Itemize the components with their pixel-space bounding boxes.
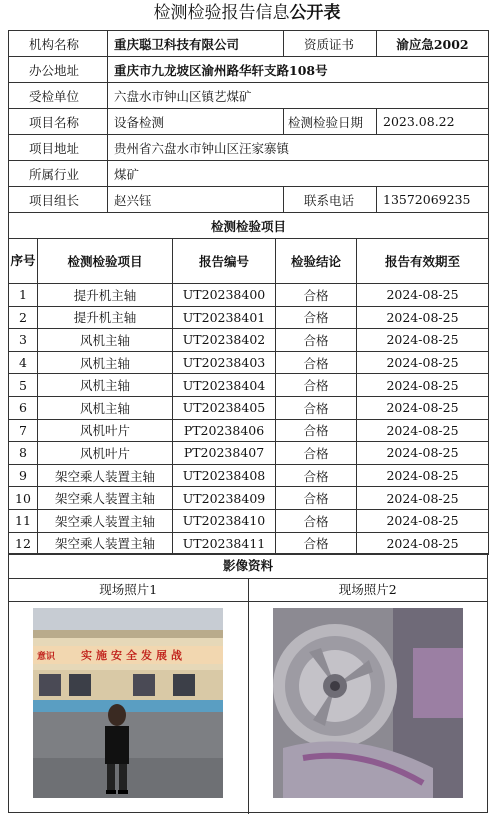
items-section-title: 检测检验项目 bbox=[9, 213, 489, 239]
table-row bbox=[9, 351, 489, 374]
table-row bbox=[9, 374, 489, 397]
table-row bbox=[9, 306, 489, 329]
cell-valid: 2024-08-25 bbox=[357, 442, 489, 465]
org-value: 重庆聪卫科技有限公司 bbox=[108, 31, 284, 57]
client-label: 受检单位 bbox=[9, 83, 108, 109]
table-row bbox=[9, 442, 489, 465]
cell-valid: 2024-08-25 bbox=[357, 351, 489, 374]
cell-seq: 5 bbox=[9, 374, 38, 397]
cell-result: 合格 bbox=[276, 306, 357, 329]
cell-item: 风机主轴 bbox=[38, 351, 173, 374]
cell-valid: 2024-08-25 bbox=[357, 306, 489, 329]
info-row-office bbox=[9, 57, 489, 83]
cell-report: UT20238411 bbox=[173, 532, 276, 555]
address-value: 贵州省六盘水市钟山区汪家寨镇 bbox=[108, 135, 489, 161]
cell-report: UT20238400 bbox=[173, 284, 276, 307]
title-normal: 检测检验报告信息 bbox=[153, 3, 290, 23]
cell-item: 风机叶片 bbox=[38, 442, 173, 465]
photo-row bbox=[9, 602, 487, 814]
cell-report: UT20238401 bbox=[173, 306, 276, 329]
leader-value: 赵兴钰 bbox=[108, 187, 284, 213]
items-body bbox=[9, 284, 489, 555]
cell-report: UT20238405 bbox=[173, 396, 276, 419]
site-photo-1 bbox=[33, 608, 223, 798]
project-label: 项目名称 bbox=[9, 109, 108, 135]
banner-left: 意识 bbox=[37, 652, 56, 662]
phone-label: 联系电话 bbox=[284, 187, 377, 213]
table-row bbox=[9, 487, 489, 510]
site-photo-2 bbox=[273, 608, 463, 798]
photo1-caption: 现场照片1 bbox=[9, 579, 249, 601]
header-result: 检验结论 bbox=[276, 239, 357, 284]
cert-label: 资质证书 bbox=[284, 31, 377, 57]
photo-section bbox=[8, 553, 488, 813]
cell-valid: 2024-08-25 bbox=[357, 532, 489, 555]
date-value: 2023.08.22 bbox=[377, 109, 489, 135]
photo2-caption: 现场照片2 bbox=[338, 582, 397, 597]
table-row bbox=[9, 329, 489, 352]
cell-valid: 2024-08-25 bbox=[357, 284, 489, 307]
cell-report: UT20238409 bbox=[173, 487, 276, 510]
cell-seq: 2 bbox=[9, 306, 38, 329]
cell-valid: 2024-08-25 bbox=[357, 509, 489, 532]
date-label: 检测检验日期 bbox=[284, 109, 377, 135]
cell-seq: 8 bbox=[9, 442, 38, 465]
cell-valid: 2024-08-25 bbox=[357, 464, 489, 487]
info-row-address bbox=[9, 135, 489, 161]
table-row bbox=[9, 284, 489, 307]
project-value: 设备检测 bbox=[108, 109, 284, 135]
cell-report: UT20238403 bbox=[173, 351, 276, 374]
cell-seq: 11 bbox=[9, 509, 38, 532]
cell-item: 风机主轴 bbox=[38, 396, 173, 419]
info-row-client bbox=[9, 83, 489, 109]
phone-value: 13572069235 bbox=[377, 187, 489, 213]
cell-result: 合格 bbox=[276, 487, 357, 510]
photo2-cell bbox=[249, 602, 488, 814]
cell-seq: 1 bbox=[9, 284, 38, 307]
items-section-row bbox=[9, 213, 489, 239]
cell-item: 架空乘人装置主轴 bbox=[38, 509, 173, 532]
info-row-industry bbox=[9, 161, 489, 187]
client-value: 六盘水市钟山区镇艺煤矿 bbox=[108, 83, 489, 109]
info-row-org bbox=[9, 31, 489, 57]
industry-value: 煤矿 bbox=[108, 161, 489, 187]
cell-item: 架空乘人装置主轴 bbox=[38, 464, 173, 487]
cell-result: 合格 bbox=[276, 442, 357, 465]
cell-seq: 10 bbox=[9, 487, 38, 510]
office-label: 办公地址 bbox=[9, 57, 108, 83]
cell-result: 合格 bbox=[276, 532, 357, 555]
cell-item: 提升机主轴 bbox=[38, 306, 173, 329]
industry-label: 所属行业 bbox=[9, 161, 108, 187]
cell-item: 风机主轴 bbox=[38, 329, 173, 352]
cell-valid: 2024-08-25 bbox=[357, 419, 489, 442]
table-row bbox=[9, 419, 489, 442]
header-valid: 报告有效期至 bbox=[357, 239, 489, 284]
table-row bbox=[9, 396, 489, 419]
table-row bbox=[9, 532, 489, 555]
cell-item: 风机主轴 bbox=[38, 374, 173, 397]
title-bold: 公开表 bbox=[289, 3, 341, 23]
photos-section-title: 影像资料 bbox=[9, 554, 487, 579]
cell-seq: 12 bbox=[9, 532, 38, 555]
cell-result: 合格 bbox=[276, 419, 357, 442]
cell-seq: 4 bbox=[9, 351, 38, 374]
cert-value: 渝应急2002 bbox=[377, 31, 489, 57]
cell-result: 合格 bbox=[276, 351, 357, 374]
cell-report: UT20238410 bbox=[173, 509, 276, 532]
cell-seq: 9 bbox=[9, 464, 38, 487]
leader-label: 项目组长 bbox=[9, 187, 108, 213]
cell-report: UT20238402 bbox=[173, 329, 276, 352]
info-row-project bbox=[9, 109, 489, 135]
header-item: 检测检验项目 bbox=[38, 239, 173, 284]
cell-item: 架空乘人装置主轴 bbox=[38, 487, 173, 510]
photo1-cell bbox=[9, 602, 249, 814]
office-value: 重庆市九龙坡区渝州路华轩支路108号 bbox=[108, 57, 489, 83]
cell-result: 合格 bbox=[276, 284, 357, 307]
cell-report: UT20238408 bbox=[173, 464, 276, 487]
cell-seq: 7 bbox=[9, 419, 38, 442]
cell-valid: 2024-08-25 bbox=[357, 329, 489, 352]
cell-seq: 6 bbox=[9, 396, 38, 419]
cell-result: 合格 bbox=[276, 464, 357, 487]
info-table bbox=[8, 30, 489, 239]
cell-result: 合格 bbox=[276, 509, 357, 532]
cell-result: 合格 bbox=[276, 329, 357, 352]
info-row-leader bbox=[9, 187, 489, 213]
header-report: 报告编号 bbox=[173, 239, 276, 284]
cell-report: PT20238407 bbox=[173, 442, 276, 465]
cell-result: 合格 bbox=[276, 396, 357, 419]
cell-valid: 2024-08-25 bbox=[357, 487, 489, 510]
cell-item: 架空乘人装置主轴 bbox=[38, 532, 173, 555]
cell-item: 提升机主轴 bbox=[38, 284, 173, 307]
photo-captions bbox=[9, 579, 487, 602]
items-header-row bbox=[9, 239, 489, 284]
items-table bbox=[8, 238, 489, 555]
cell-item: 风机叶片 bbox=[38, 419, 173, 442]
banner-text: 实施安全发展战 bbox=[81, 649, 186, 662]
cell-report: UT20238404 bbox=[173, 374, 276, 397]
address-label: 项目地址 bbox=[9, 135, 108, 161]
cell-report: PT20238406 bbox=[173, 419, 276, 442]
cell-valid: 2024-08-25 bbox=[357, 396, 489, 419]
table-row bbox=[9, 509, 489, 532]
page-title bbox=[0, 0, 494, 28]
org-label: 机构名称 bbox=[9, 31, 108, 57]
cell-valid: 2024-08-25 bbox=[357, 374, 489, 397]
table-row bbox=[9, 464, 489, 487]
cell-seq: 3 bbox=[9, 329, 38, 352]
header-seq: 序号 bbox=[9, 239, 38, 284]
cell-result: 合格 bbox=[276, 374, 357, 397]
